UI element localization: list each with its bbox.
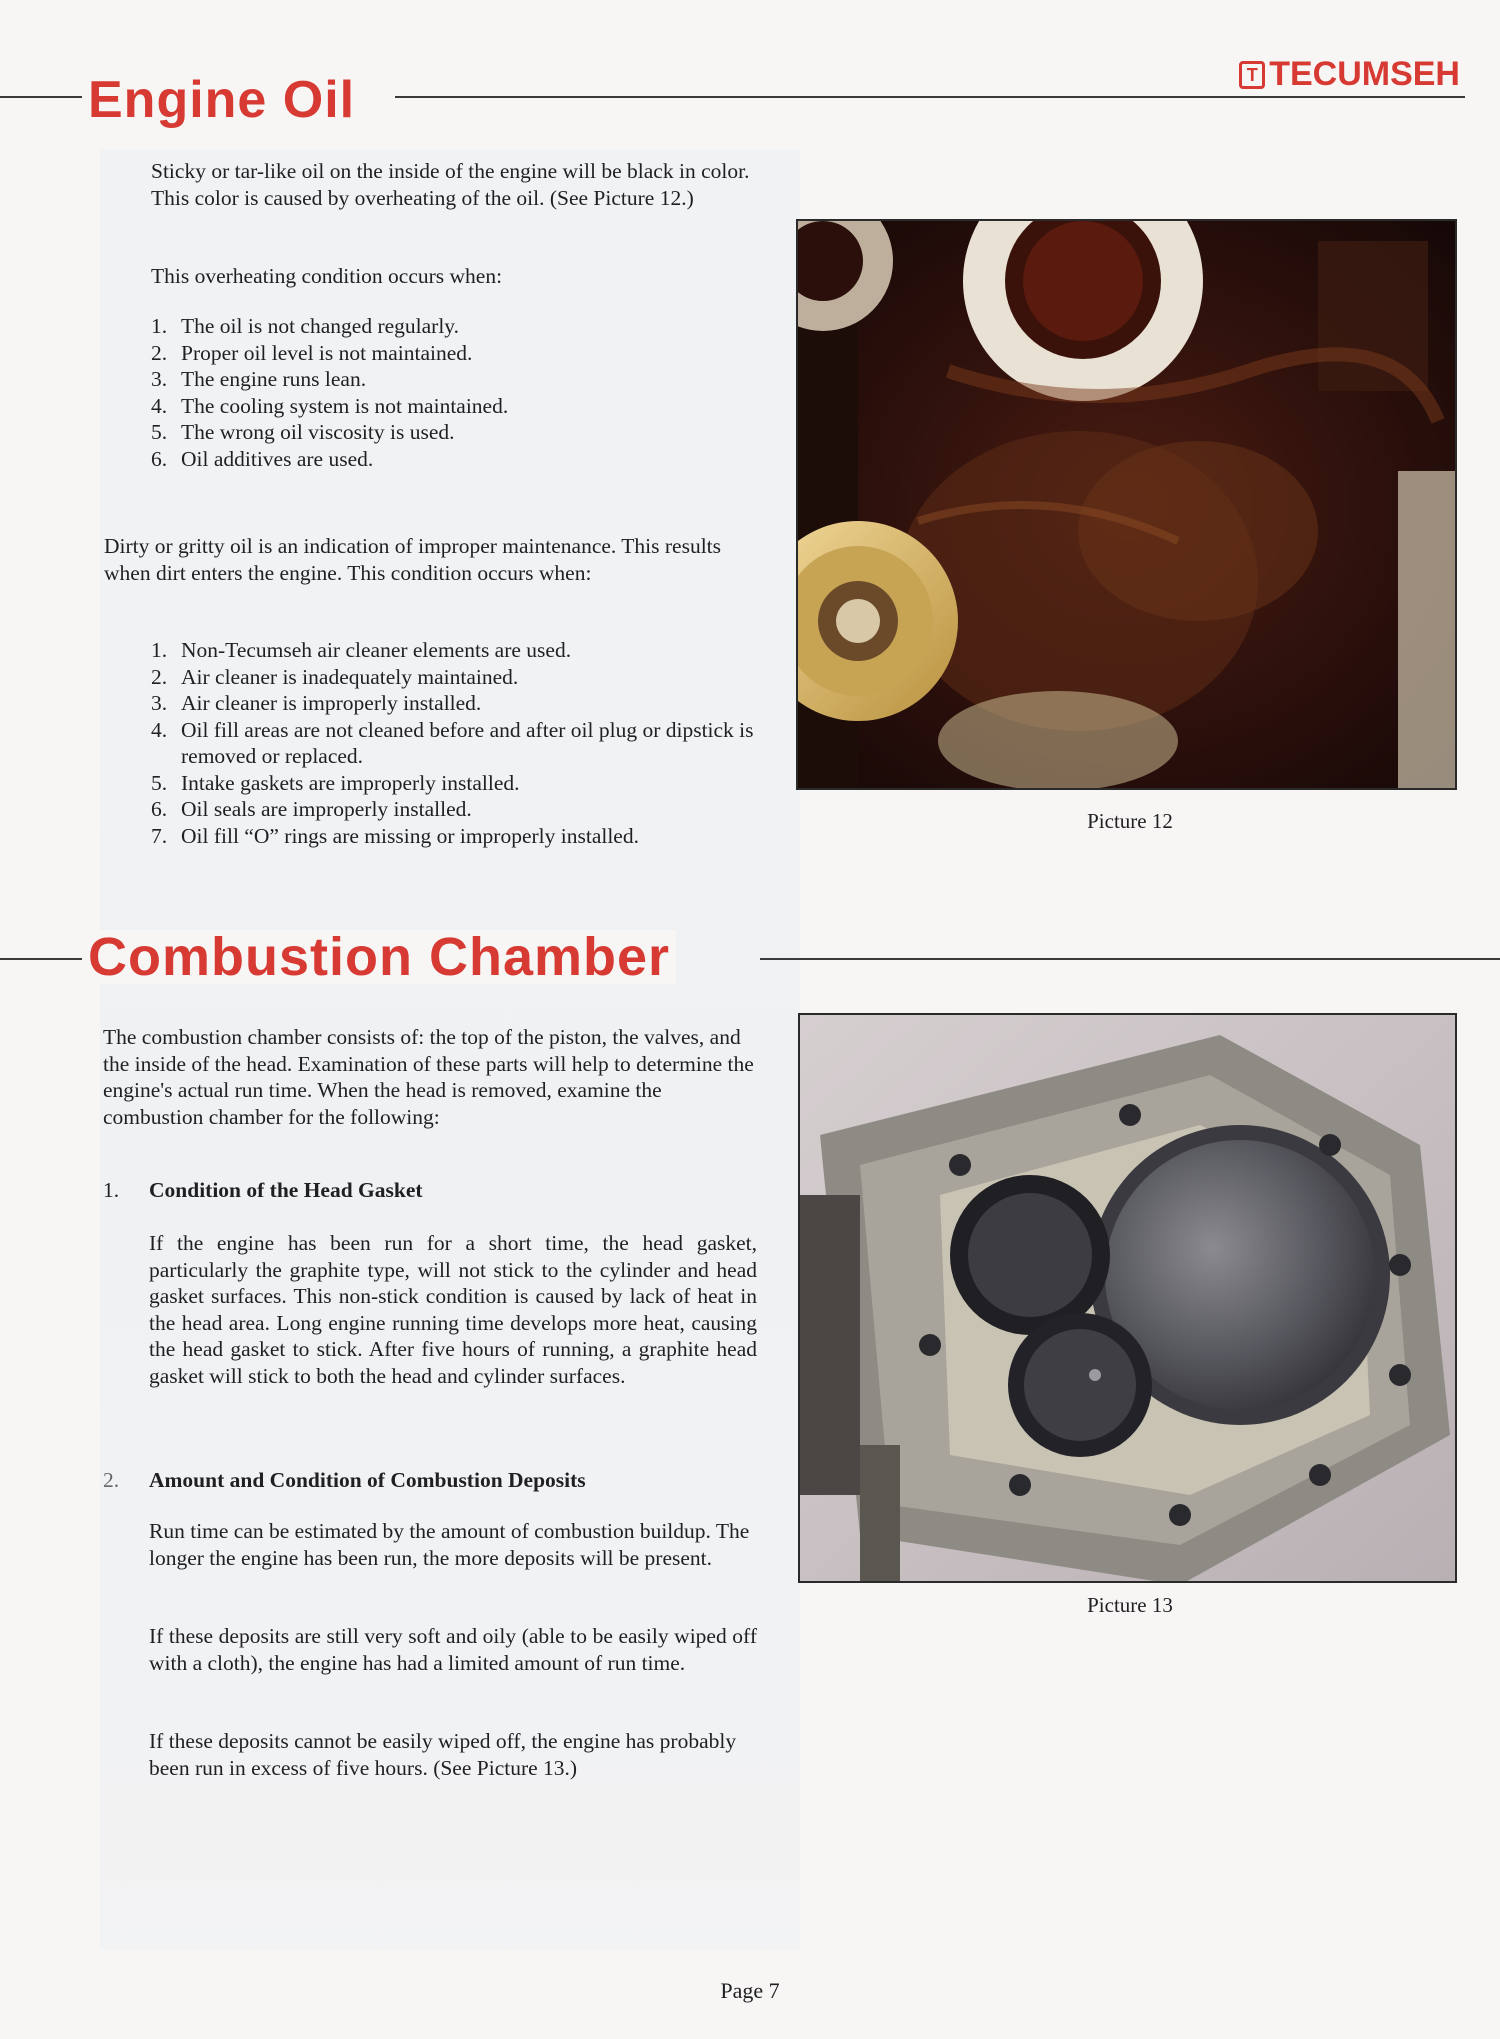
overheat-causes-list [151, 313, 761, 472]
list-item-text: Proper oil level is not maintained. [181, 340, 473, 365]
list-item [151, 796, 766, 823]
tecumseh-logo [1239, 55, 1460, 94]
item-2-number: 2. [103, 1468, 120, 1492]
list-item-number: 2. [151, 340, 168, 365]
picture-12-photo [796, 219, 1457, 790]
list-item-number: 4. [151, 393, 168, 418]
list-item-number: 5. [151, 770, 168, 795]
list-item-text: The oil is not changed regularly. [181, 314, 460, 338]
item-1-number: 1. [103, 1178, 120, 1202]
list-item-number: 2. [151, 664, 168, 689]
list-item-text: Oil additives are used. [181, 446, 374, 471]
section-rule-right-2 [760, 958, 1500, 960]
list-item [151, 446, 761, 473]
cylinder-head-image [800, 1015, 1457, 1583]
list-item [151, 366, 761, 393]
combustion-intro: The combustion chamber consists of: the top of the piston, the valves, and the inside of the head. Examination of these parts will help to determine the engine's actual run time. When the head is removed, examine the combustion chamber for the following: [103, 1025, 754, 1129]
section-rule-left [0, 96, 90, 98]
list-item-text: The engine runs lean. [181, 367, 367, 391]
item-2-paragraph-2: If these deposits are still very soft and oily (able to be easily wiped off with a cloth), the engine has had a limited amount of run time. [149, 1624, 757, 1675]
list-item [151, 690, 766, 717]
engine-oil-intro: Sticky or tar-like oil on the inside of the engine will be black in color. This color is caused by overheating of the oil. (See Picture 12.) [151, 159, 750, 210]
list-item-text: Intake gaskets are improperly installed. [181, 770, 520, 795]
list-item-number: 5. [151, 420, 168, 444]
item-2-paragraph-3: If these deposits cannot be easily wiped off, the engine has probably been run in excess of five hours. (See Picture 13.) [149, 1729, 737, 1780]
list-item [151, 340, 761, 367]
brand-name: TECUMSEH [1269, 55, 1460, 93]
section-title-combustion-chamber: Combustion Chamber [82, 930, 676, 984]
list-item-text: Air cleaner is inadequately maintained. [181, 664, 519, 689]
picture-12-caption: Picture 12 [1087, 809, 1173, 833]
list-item-number: 6. [151, 797, 168, 821]
list-item [151, 637, 766, 664]
section-rule-left-2 [0, 958, 90, 960]
list-item [151, 770, 766, 797]
list-item-text: The cooling system is not maintained. [181, 393, 509, 418]
list-item-number: 6. [151, 446, 168, 471]
list-item [151, 664, 766, 691]
list-item-text: The wrong oil viscosity is used. [181, 420, 455, 444]
item-2-paragraph-1: Run time can be estimated by the amount of combustion buildup. The longer the engine has been run, the more deposits will be present. [149, 1519, 750, 1570]
list-item-text: Non-Tecumseh air cleaner elements are used. [181, 638, 572, 662]
list-item [151, 393, 761, 420]
list-item [151, 419, 761, 446]
engine-crankcase-image [798, 221, 1457, 790]
list-item-text: Air cleaner is improperly installed. [181, 691, 482, 715]
overheat-lead: This overheating condition occurs when: [151, 264, 503, 288]
dirty-causes-list [151, 637, 766, 849]
list-item-number: 4. [151, 717, 168, 742]
item-1-text: If the engine has been run for a short time, the head gasket, particularly the graphite type, will not stick to the cylinder and head gasket surfaces. This non-stick condition is caused by lack of heat in the head area. Long engine running time develops more heat, causing the head gasket to stick. After five hours of running, a graphite head gasket will stick to both the head and cylinder surfaces. [149, 1231, 757, 1388]
item-1-title: Condition of the Head Gasket [149, 1178, 423, 1202]
list-item-text: Oil fill “O” rings are missing or improperly installed. [181, 823, 639, 848]
section-rule-right [395, 96, 1465, 98]
list-item-text: Oil fill areas are not cleaned before and after oil plug or dipstick is removed or replaced. [181, 717, 754, 768]
picture-13-photo [798, 1013, 1457, 1583]
list-item [151, 313, 761, 340]
list-item-number: 1. [151, 314, 168, 338]
list-item-number: 3. [151, 367, 168, 391]
list-item-number: 3. [151, 691, 168, 715]
list-item-number: 7. [151, 823, 168, 848]
tecumseh-logo-icon: T [1239, 61, 1265, 89]
page-number: Page 7 [720, 1978, 780, 2003]
list-item-text: Oil seals are improperly installed. [181, 797, 472, 821]
section-title-engine-oil: Engine Oil [82, 74, 361, 126]
list-item [151, 823, 766, 850]
list-item-number: 1. [151, 638, 168, 662]
list-item [151, 717, 766, 770]
item-2-title: Amount and Condition of Combustion Deposits [149, 1468, 586, 1492]
picture-13-caption: Picture 13 [1087, 1593, 1173, 1617]
dirty-oil-lead: Dirty or gritty oil is an indication of improper maintenance. This results when dirt enters the engine. This condition occurs when: [104, 534, 722, 585]
